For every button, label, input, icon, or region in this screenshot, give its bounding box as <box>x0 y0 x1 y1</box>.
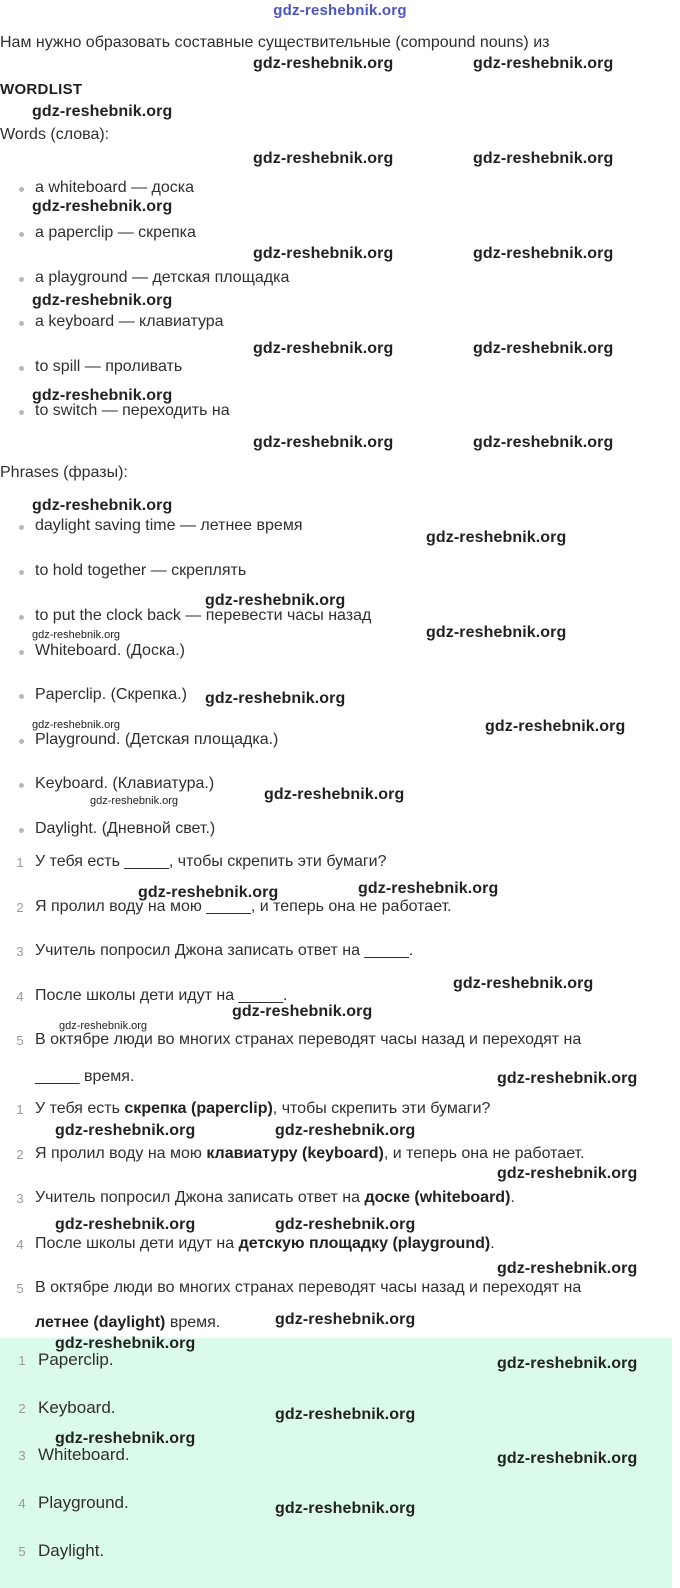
question-text-continued: _____ время. <box>35 1068 135 1085</box>
watermark: gdz-reshebnik.org <box>473 245 614 262</box>
intro-text: Нам нужно образовать составные существительные (compound nouns) из <box>0 34 550 51</box>
bullet-icon <box>19 650 24 655</box>
answer-number: 2 <box>18 1401 26 1416</box>
watermark: gdz-reshebnik.org <box>426 624 567 641</box>
watermark: gdz-reshebnik.org <box>55 1216 196 1233</box>
watermark-small: gdz-reshebnik.org <box>90 795 179 807</box>
question-text: После школы дети идут на _____. <box>35 987 288 1004</box>
watermark: gdz-reshebnik.org <box>473 150 614 167</box>
filled-sentence <box>35 1235 495 1253</box>
watermark: gdz-reshebnik.org <box>264 786 405 803</box>
watermark: gdz-reshebnik.org <box>55 1335 196 1352</box>
answer-number: 5 <box>18 1544 26 1559</box>
watermark: gdz-reshebnik.org <box>453 975 594 992</box>
watermark: gdz-reshebnik.org <box>473 434 614 451</box>
answer-item: Keyboard. <box>38 1398 116 1417</box>
answer-item: Whiteboard. <box>38 1445 130 1464</box>
phrase-item: to hold together — скреплять <box>35 562 247 579</box>
question-text: Учитель попросил Джона записать ответ на _____. <box>35 942 414 959</box>
watermark: gdz-reshebnik.org <box>253 55 394 72</box>
watermark-small: gdz-reshebnik.org <box>32 629 121 641</box>
watermark: gdz-reshebnik.org <box>32 198 173 215</box>
question-text: В октябре люди во многих странах переводят часы назад и переходят на <box>35 1031 582 1048</box>
watermark: gdz-reshebnik.org <box>253 245 394 262</box>
filled-pre: Учитель попросил Джона записать ответ на <box>35 1189 365 1206</box>
answer-item: Paperclip. <box>38 1350 114 1369</box>
watermark: gdz-reshebnik.org <box>497 1070 638 1087</box>
filled-number: 3 <box>16 1191 24 1206</box>
watermark: gdz-reshebnik.org <box>253 150 394 167</box>
bullet-icon <box>19 739 24 744</box>
compound-item: Keyboard. (Клавиатура.) <box>35 775 215 792</box>
bullet-icon <box>19 694 24 699</box>
watermark: gdz-reshebnik.org <box>205 690 346 707</box>
filled-answer: детскую площадку (playground) <box>238 1235 491 1252</box>
word-item: to spill — проливать <box>35 358 183 375</box>
bullet-icon <box>19 828 24 833</box>
watermark: gdz-reshebnik.org <box>32 292 173 309</box>
watermark-small: gdz-reshebnik.org <box>32 719 121 731</box>
watermark: gdz-reshebnik.org <box>32 103 173 120</box>
bullet-icon <box>19 410 24 415</box>
question-number: 3 <box>16 944 24 959</box>
watermark: gdz-reshebnik.org <box>275 1500 416 1517</box>
filled-sentence-continued <box>35 1314 220 1332</box>
watermark: gdz-reshebnik.org <box>275 1216 416 1233</box>
compound-item: Daylight. (Дневной свет.) <box>35 820 216 837</box>
filled-post: . <box>490 1235 495 1252</box>
watermark: gdz-reshebnik.org <box>32 387 173 404</box>
bullet-icon <box>19 366 24 371</box>
phrases-heading: Phrases (фразы): <box>0 464 128 481</box>
filled-answer: клавиатуру (keyboard) <box>206 1145 384 1162</box>
bullet-icon <box>19 232 24 237</box>
question-text: У тебя есть _____, чтобы скрепить эти бумаги? <box>35 853 387 870</box>
bullet-icon <box>19 570 24 575</box>
watermark: gdz-reshebnik.org <box>205 592 346 609</box>
question-number: 4 <box>16 989 24 1004</box>
watermark: gdz-reshebnik.org <box>497 1165 638 1182</box>
word-item: a keyboard — клавиатура <box>35 313 224 330</box>
filled-sentence: В октябре люди во многих странах переводят часы назад и переходят на <box>35 1279 582 1296</box>
watermark: gdz-reshebnik.org <box>275 1122 416 1139</box>
filled-answer: летнее (daylight) <box>35 1314 166 1331</box>
filled-number: 4 <box>16 1237 24 1252</box>
filled-number: 2 <box>16 1147 24 1162</box>
filled-sentence <box>35 1189 515 1207</box>
watermark: gdz-reshebnik.org <box>497 1260 638 1277</box>
filled-pre: Я пролил воду на мою <box>35 1145 207 1162</box>
watermark-small: gdz-reshebnik.org <box>59 1020 148 1032</box>
watermark: gdz-reshebnik.org <box>232 1003 373 1020</box>
bullet-icon <box>19 277 24 282</box>
bullet-icon <box>19 615 24 620</box>
watermark: gdz-reshebnik.org <box>138 884 279 901</box>
watermark: gdz-reshebnik.org <box>473 55 614 72</box>
watermark: gdz-reshebnik.org <box>473 340 614 357</box>
watermark: gdz-reshebnik.org <box>253 434 394 451</box>
watermark: gdz-reshebnik.org <box>253 340 394 357</box>
watermark: gdz-reshebnik.org <box>497 1355 638 1372</box>
answer-item: Playground. <box>38 1493 129 1512</box>
answer-number: 4 <box>18 1496 26 1511</box>
filled-post: . <box>510 1189 515 1206</box>
filled-pre: У тебя есть <box>35 1100 125 1117</box>
watermark: gdz-reshebnik.org <box>32 497 173 514</box>
answer-item: Daylight. <box>38 1541 105 1560</box>
watermark: gdz-reshebnik.org <box>55 1122 196 1139</box>
question-number: 5 <box>16 1033 24 1048</box>
word-item: to switch — переходить на <box>35 402 230 419</box>
filled-post: время. <box>165 1314 221 1331</box>
filled-answer: доске (whiteboard) <box>364 1189 511 1206</box>
answer-number: 3 <box>18 1448 26 1463</box>
compound-item: Playground. (Детская площадка.) <box>35 731 279 748</box>
phrase-item: daylight saving time — летнее время <box>35 517 303 534</box>
filled-number: 5 <box>16 1281 24 1296</box>
bullet-icon <box>19 783 24 788</box>
watermark: gdz-reshebnik.org <box>275 1406 416 1423</box>
answer-number: 1 <box>18 1353 26 1368</box>
watermark: gdz-reshebnik.org <box>275 1311 416 1328</box>
site-header: gdz-reshebnik.org <box>273 2 407 19</box>
filled-sentence <box>35 1100 490 1118</box>
watermark: gdz-reshebnik.org <box>55 1430 196 1447</box>
watermark: gdz-reshebnik.org <box>358 880 499 897</box>
filled-pre: После школы дети идут на <box>35 1235 239 1252</box>
bullet-icon <box>19 525 24 530</box>
filled-number: 1 <box>16 1102 24 1117</box>
watermark: gdz-reshebnik.org <box>426 529 567 546</box>
compound-item: Paperclip. (Скрепка.) <box>35 686 187 703</box>
wordlist-heading: WORDLIST <box>0 81 83 98</box>
word-item: a whiteboard — доска <box>35 179 194 196</box>
question-number: 1 <box>16 855 24 870</box>
watermark: gdz-reshebnik.org <box>485 718 626 735</box>
word-item: a playground — детская площадка <box>35 269 290 286</box>
watermark: gdz-reshebnik.org <box>497 1450 638 1467</box>
compound-item: Whiteboard. (Доска.) <box>35 642 185 659</box>
phrase-item: to put the clock back — перевести часы назад <box>35 607 372 624</box>
words-heading: Words (слова): <box>0 126 110 143</box>
filled-post: , и теперь она не работает. <box>383 1145 585 1162</box>
question-text: Я пролил воду на мою _____, и теперь она не работает. <box>35 898 452 915</box>
filled-answer: скрепка (paperclip) <box>124 1100 273 1117</box>
filled-sentence <box>35 1145 585 1163</box>
filled-post: , чтобы скрепить эти бумаги? <box>272 1100 491 1117</box>
bullet-icon <box>19 321 24 326</box>
word-item: a paperclip — скрепка <box>35 224 196 241</box>
bullet-icon <box>19 187 24 192</box>
question-number: 2 <box>16 900 24 915</box>
